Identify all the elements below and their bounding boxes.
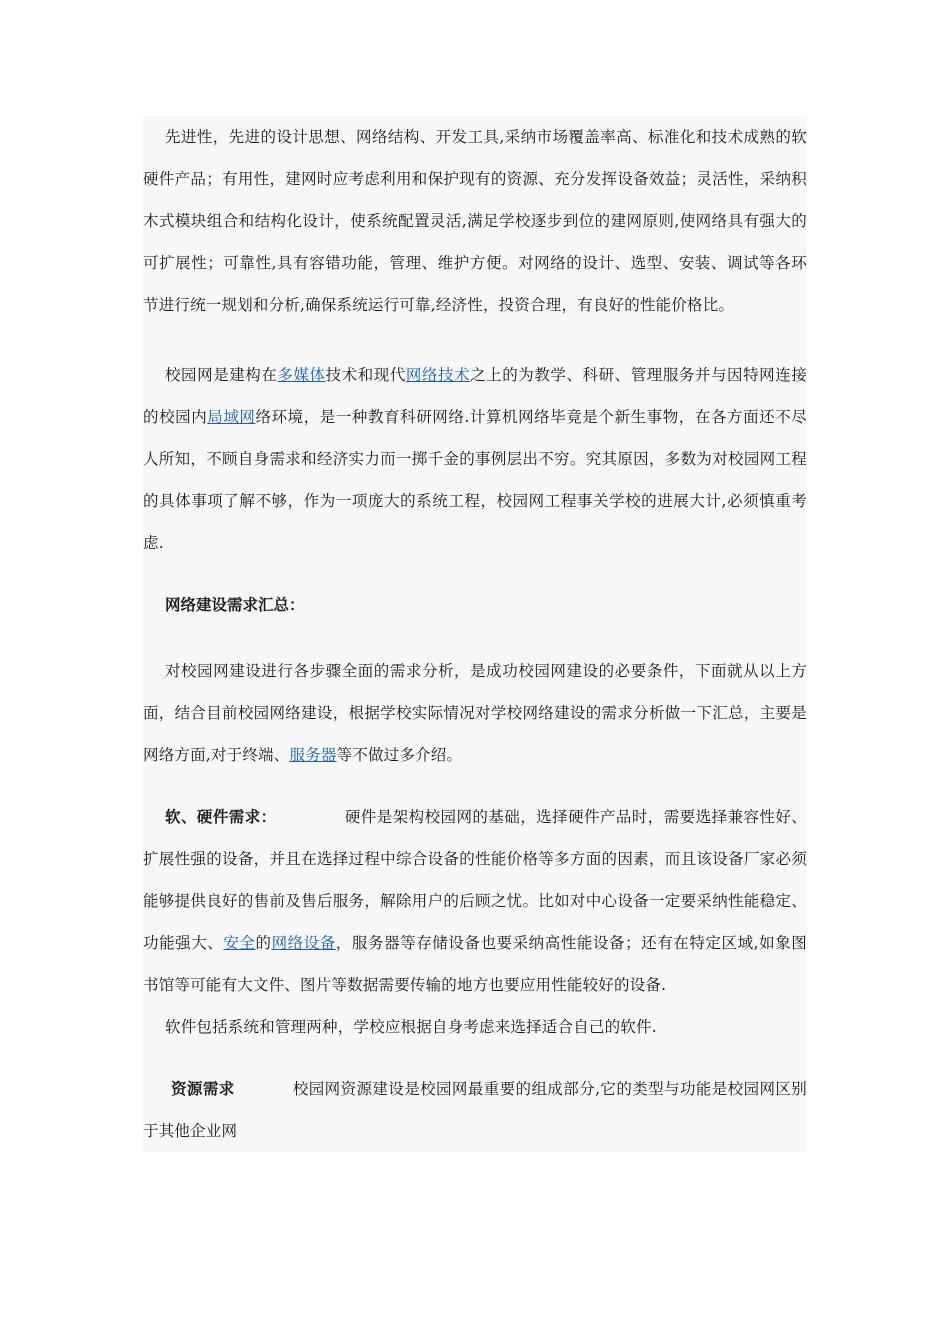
- link-lan[interactable]: 局域网: [207, 408, 256, 426]
- document-body: [143, 116, 807, 1152]
- paragraph-text: 等不做过多介绍。: [336, 746, 463, 764]
- paragraph-hardware-requirements: [143, 796, 807, 1006]
- paragraph-campus-network-intro: [143, 354, 807, 564]
- paragraph-text: 的: [255, 934, 272, 952]
- paragraph-software-requirements: 软件包括系统和管理两种，学校应根据自身考虑来选择适合自己的软件.: [165, 1018, 657, 1036]
- paragraph-text: ，服务器等存储设备也要采纳高性能设备；还有在特定区域,如象图书馆等可能有大文件、图片等数据需要传输的地方也要应用性能较好的设备.: [143, 934, 807, 994]
- paragraph-principles: 先进性，先进的设计思想、网络结构、开发工具,采纳市场覆盖率高、标准化和技术成熟的软硬件产品；有用性，建网时应考虑利用和保护现有的资源、充分发挥设备效益；灵活性，采纳积木式模块组合和结构化设计，使系统配置灵活,满足学校逐步到位的建网原则,使网络具有强大的可扩展性；可靠性,具有容错功能，管理、维护方便。对网络的设计、选型、安装、调试等各环节进行统一规划和分析,确保系统运行可靠,经济性，投资合理，有良好的性能价格比。: [143, 128, 807, 314]
- paragraph-text: 技术和现代: [325, 366, 406, 384]
- link-network-technology[interactable]: 网络技术: [405, 366, 471, 384]
- paragraph-text: 校园网资源建设是校园网最重要的组成部分,它的类型与功能是校园网区别于其他企业网: [143, 1080, 807, 1140]
- paragraph-requirements-analysis: [143, 650, 807, 776]
- paragraph-text: 校园网是建构在: [165, 366, 278, 384]
- link-security[interactable]: 安全: [223, 934, 256, 952]
- paragraph-text: 络环境，是一种教育科研网络.计算机网络毕竟是个新生事物，在各方面还不尽人所知，不顾自身需求和经济实力而一掷千金的事例层出不穷。究其原因，多数为对校园网工程的具体事项了解不够，作为一项庞大的系统工程，校园网工程事关学校的进展大计,必须慎重考虑.: [143, 408, 807, 552]
- section-heading-requirements-summary: 网络建设需求汇总：: [165, 596, 305, 614]
- paragraph-resource-requirements: [143, 1068, 807, 1152]
- paragraph-text: 硬件是架构校园网的基础，选择硬件产品时，需要选择兼容性好、扩展性强的设备，并且在选择过程中综合设备的性能价格等多方面的因素，而且该设备厂家必须能够提供良好的售前及售后服务，解除用户的后顾之忧。比如对中心设备一定要采纳性能稳定、功能强大、: [143, 808, 807, 952]
- inline-heading-resource-requirements: 资源需求: [171, 1080, 235, 1098]
- link-network-equipment[interactable]: 网络设备: [271, 934, 336, 952]
- link-server[interactable]: 服务器: [289, 746, 337, 764]
- link-multimedia[interactable]: 多媒体: [277, 366, 326, 384]
- inline-heading-hardware-software: 软、硬件需求：: [165, 808, 277, 826]
- paragraph-text: 对校园网建设进行各步骤全面的需求分析，是成功校园网建设的必要条件，下面就从以上方面，结合目前校园网络建设，根据学校实际情况对学校网络建设的需求分析做一下汇总，主要是网络方面,对于终端、: [143, 662, 807, 764]
- paragraph-text: 之上的为教学、科研、管理服务并与因特网连接的校园内: [143, 366, 807, 426]
